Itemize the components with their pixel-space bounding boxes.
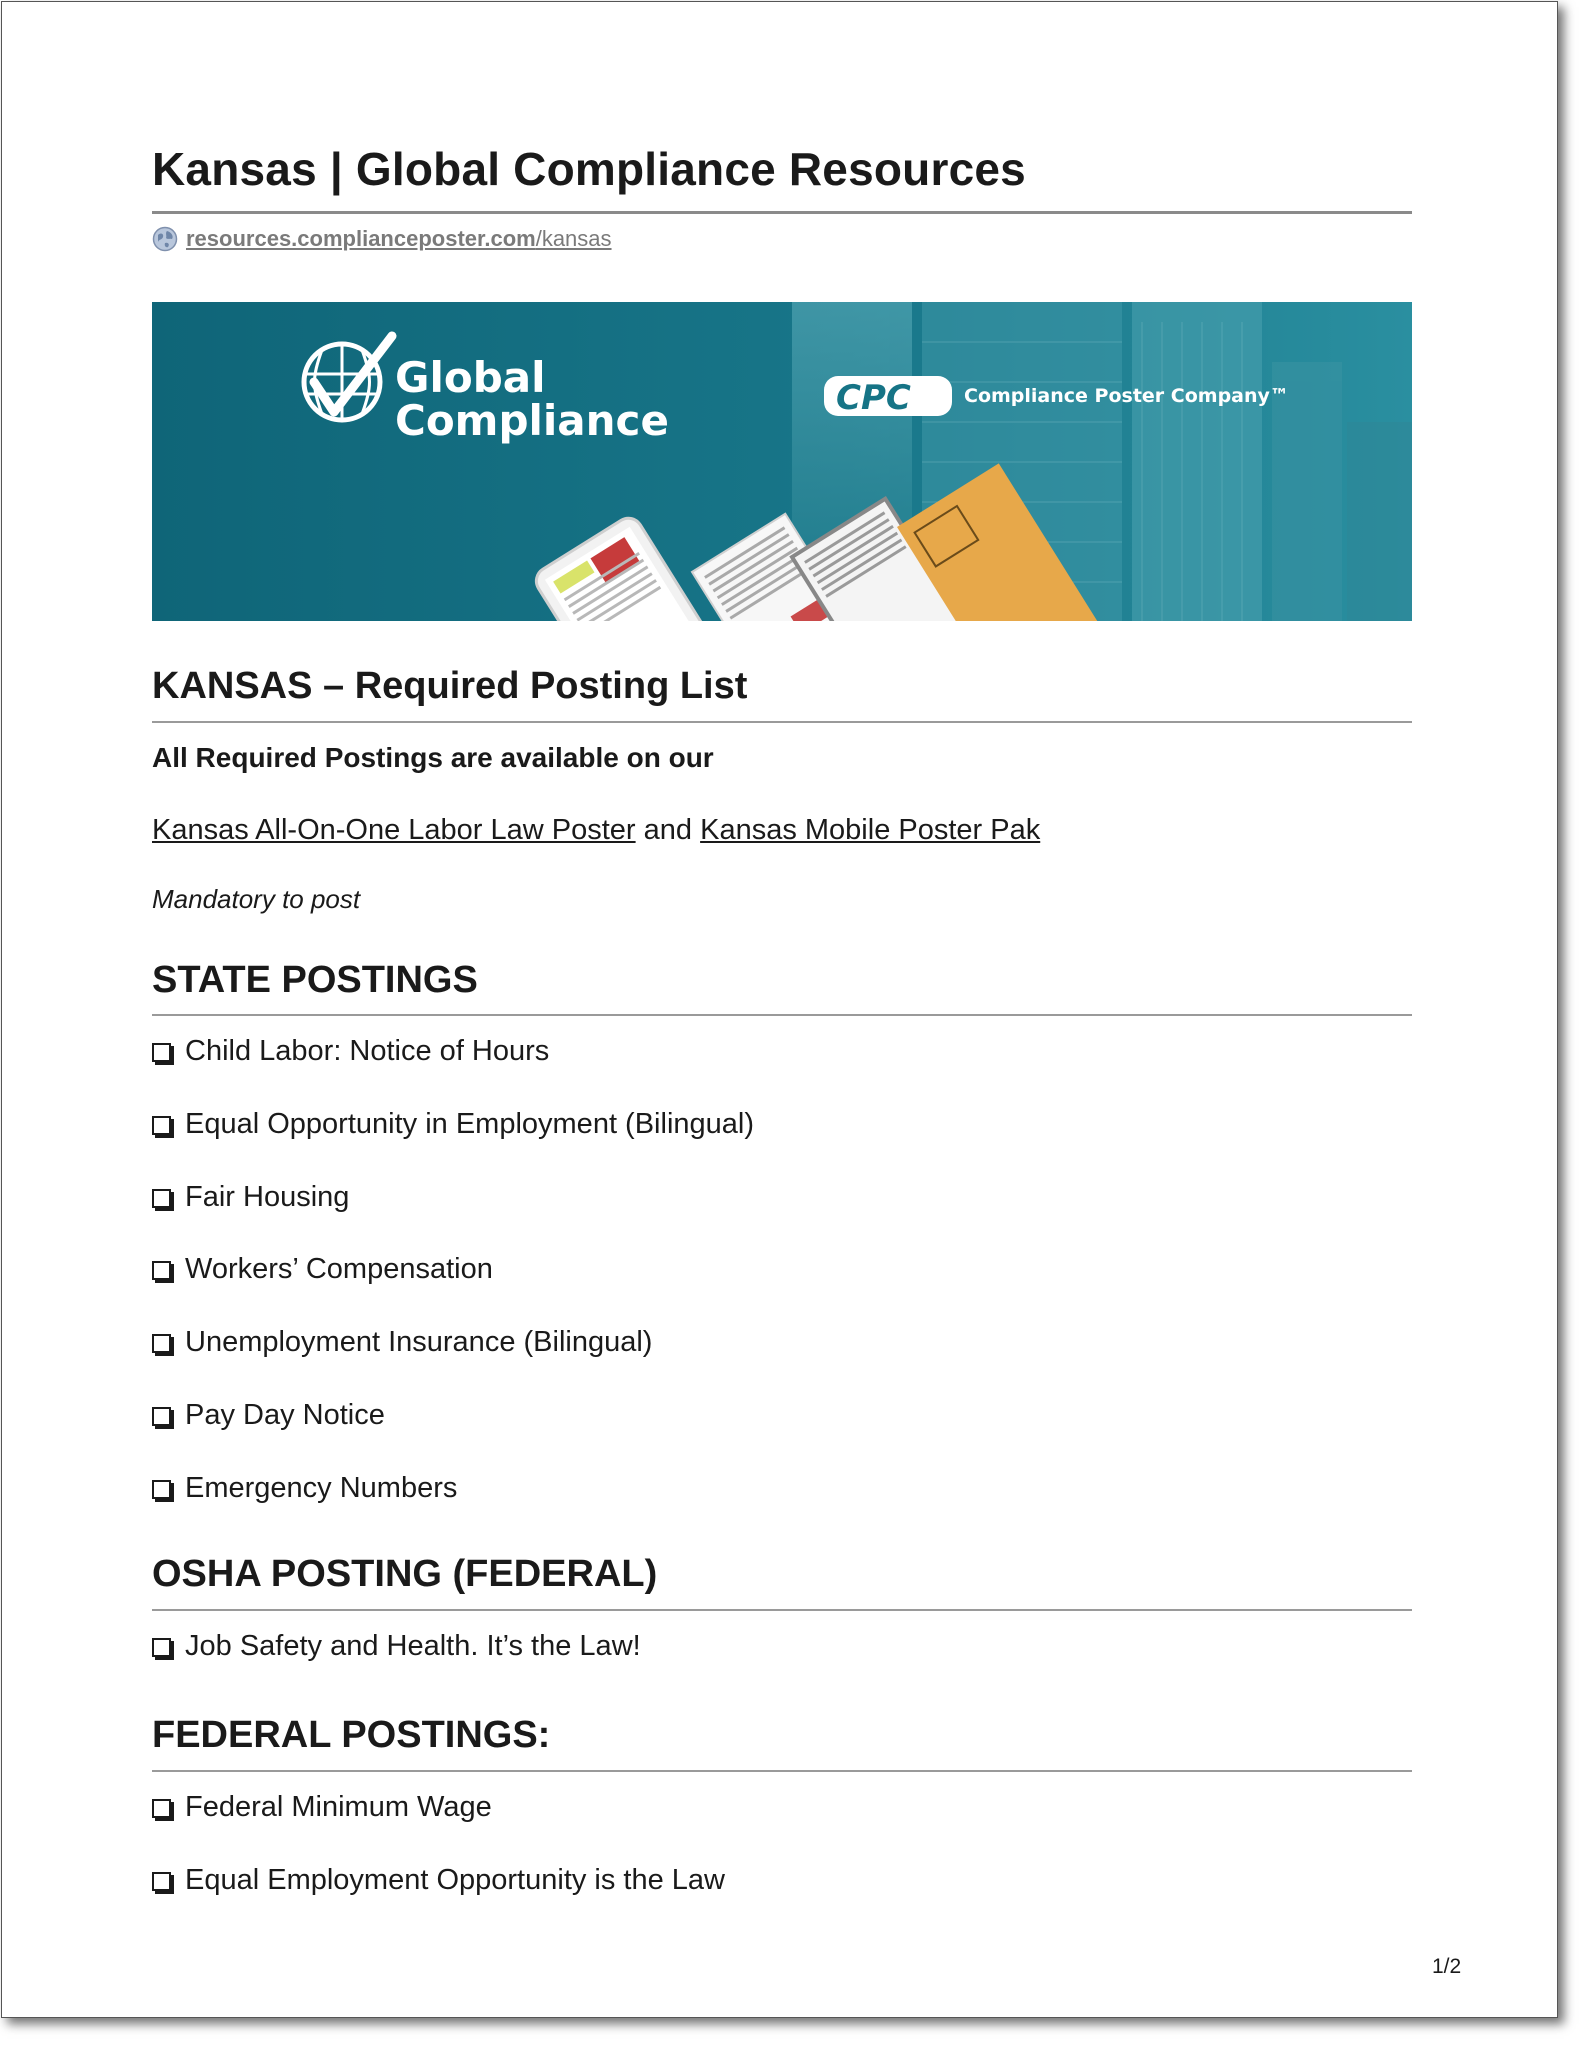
source-url-link[interactable] bbox=[186, 226, 612, 252]
state-posting-label: Emergency Numbers bbox=[185, 1472, 458, 1504]
checkbox-icon bbox=[152, 1638, 171, 1657]
checkbox-icon bbox=[152, 1189, 171, 1208]
source-url[interactable] bbox=[152, 226, 612, 252]
global-compliance-logo-line2: Compliance bbox=[395, 396, 669, 445]
posting-list-heading: KANSAS – Required Posting List bbox=[152, 665, 748, 707]
state-posting-item bbox=[152, 1253, 493, 1286]
state-posting-item bbox=[152, 1399, 385, 1432]
state-postings-heading: STATE POSTINGS bbox=[152, 959, 478, 1001]
osha-posting-item bbox=[152, 1630, 641, 1663]
checkbox-icon bbox=[152, 1261, 171, 1280]
osha-posting-divider bbox=[152, 1609, 1412, 1611]
state-posting-item bbox=[152, 1472, 457, 1505]
mobile-poster-pak-link[interactable]: Kansas Mobile Poster Pak bbox=[700, 814, 1041, 846]
state-posting-label: Workers’ Compensation bbox=[185, 1253, 493, 1285]
cpc-company-name: Compliance Poster Company™ bbox=[964, 385, 1289, 407]
page-number: 1/2 bbox=[1432, 1955, 1462, 1978]
osha-posting-label: Job Safety and Health. It’s the Law! bbox=[185, 1630, 641, 1662]
posting-list-divider bbox=[152, 721, 1412, 723]
checkbox-icon bbox=[152, 1407, 171, 1426]
globe-icon bbox=[152, 226, 178, 252]
federal-posting-label: Federal Minimum Wage bbox=[185, 1791, 492, 1823]
state-posting-item bbox=[152, 1326, 652, 1359]
state-posting-item bbox=[152, 1035, 549, 1068]
state-posting-label: Unemployment Insurance (Bilingual) bbox=[185, 1326, 653, 1358]
checkbox-icon bbox=[152, 1872, 171, 1891]
federal-posting-label: Equal Employment Opportunity is the Law bbox=[185, 1864, 725, 1896]
federal-posting-item bbox=[152, 1864, 725, 1897]
federal-postings-divider bbox=[152, 1770, 1412, 1772]
state-postings-divider bbox=[152, 1014, 1412, 1016]
federal-posting-item bbox=[152, 1791, 492, 1824]
state-posting-label: Fair Housing bbox=[185, 1181, 350, 1213]
state-posting-item bbox=[152, 1181, 349, 1214]
url-domain: resources.complianceposter.com bbox=[186, 226, 536, 251]
state-posting-label: Child Labor: Notice of Hours bbox=[185, 1035, 550, 1067]
mandatory-note: Mandatory to post bbox=[152, 884, 361, 914]
availability-intro: All Required Postings are available on our bbox=[152, 742, 714, 773]
document-title: Kansas | Global Compliance Resources bbox=[152, 143, 1026, 195]
global-compliance-logo-line1: Global bbox=[395, 353, 546, 402]
state-posting-label: Equal Opportunity in Employment (Bilingual) bbox=[185, 1108, 754, 1140]
state-posting-item bbox=[152, 1108, 754, 1141]
checkbox-icon bbox=[152, 1799, 171, 1818]
checkbox-icon bbox=[152, 1116, 171, 1135]
url-path: /kansas bbox=[535, 226, 612, 251]
hero-banner bbox=[152, 302, 1412, 621]
osha-posting-heading: OSHA POSTING (FEDERAL) bbox=[152, 1553, 658, 1595]
title-divider bbox=[152, 211, 1412, 214]
document-page bbox=[1, 1, 1558, 2018]
product-links-line bbox=[152, 814, 1040, 847]
checkbox-icon bbox=[152, 1043, 171, 1062]
all-on-one-poster-link[interactable]: Kansas All-On-One Labor Law Poster bbox=[152, 814, 636, 846]
links-connector: and bbox=[643, 814, 693, 846]
checkbox-icon bbox=[152, 1334, 171, 1353]
cpc-logo-mark: CPC bbox=[836, 378, 911, 418]
checkbox-icon bbox=[152, 1480, 171, 1499]
state-posting-label: Pay Day Notice bbox=[185, 1399, 385, 1431]
federal-postings-heading: FEDERAL POSTINGS: bbox=[152, 1714, 551, 1756]
